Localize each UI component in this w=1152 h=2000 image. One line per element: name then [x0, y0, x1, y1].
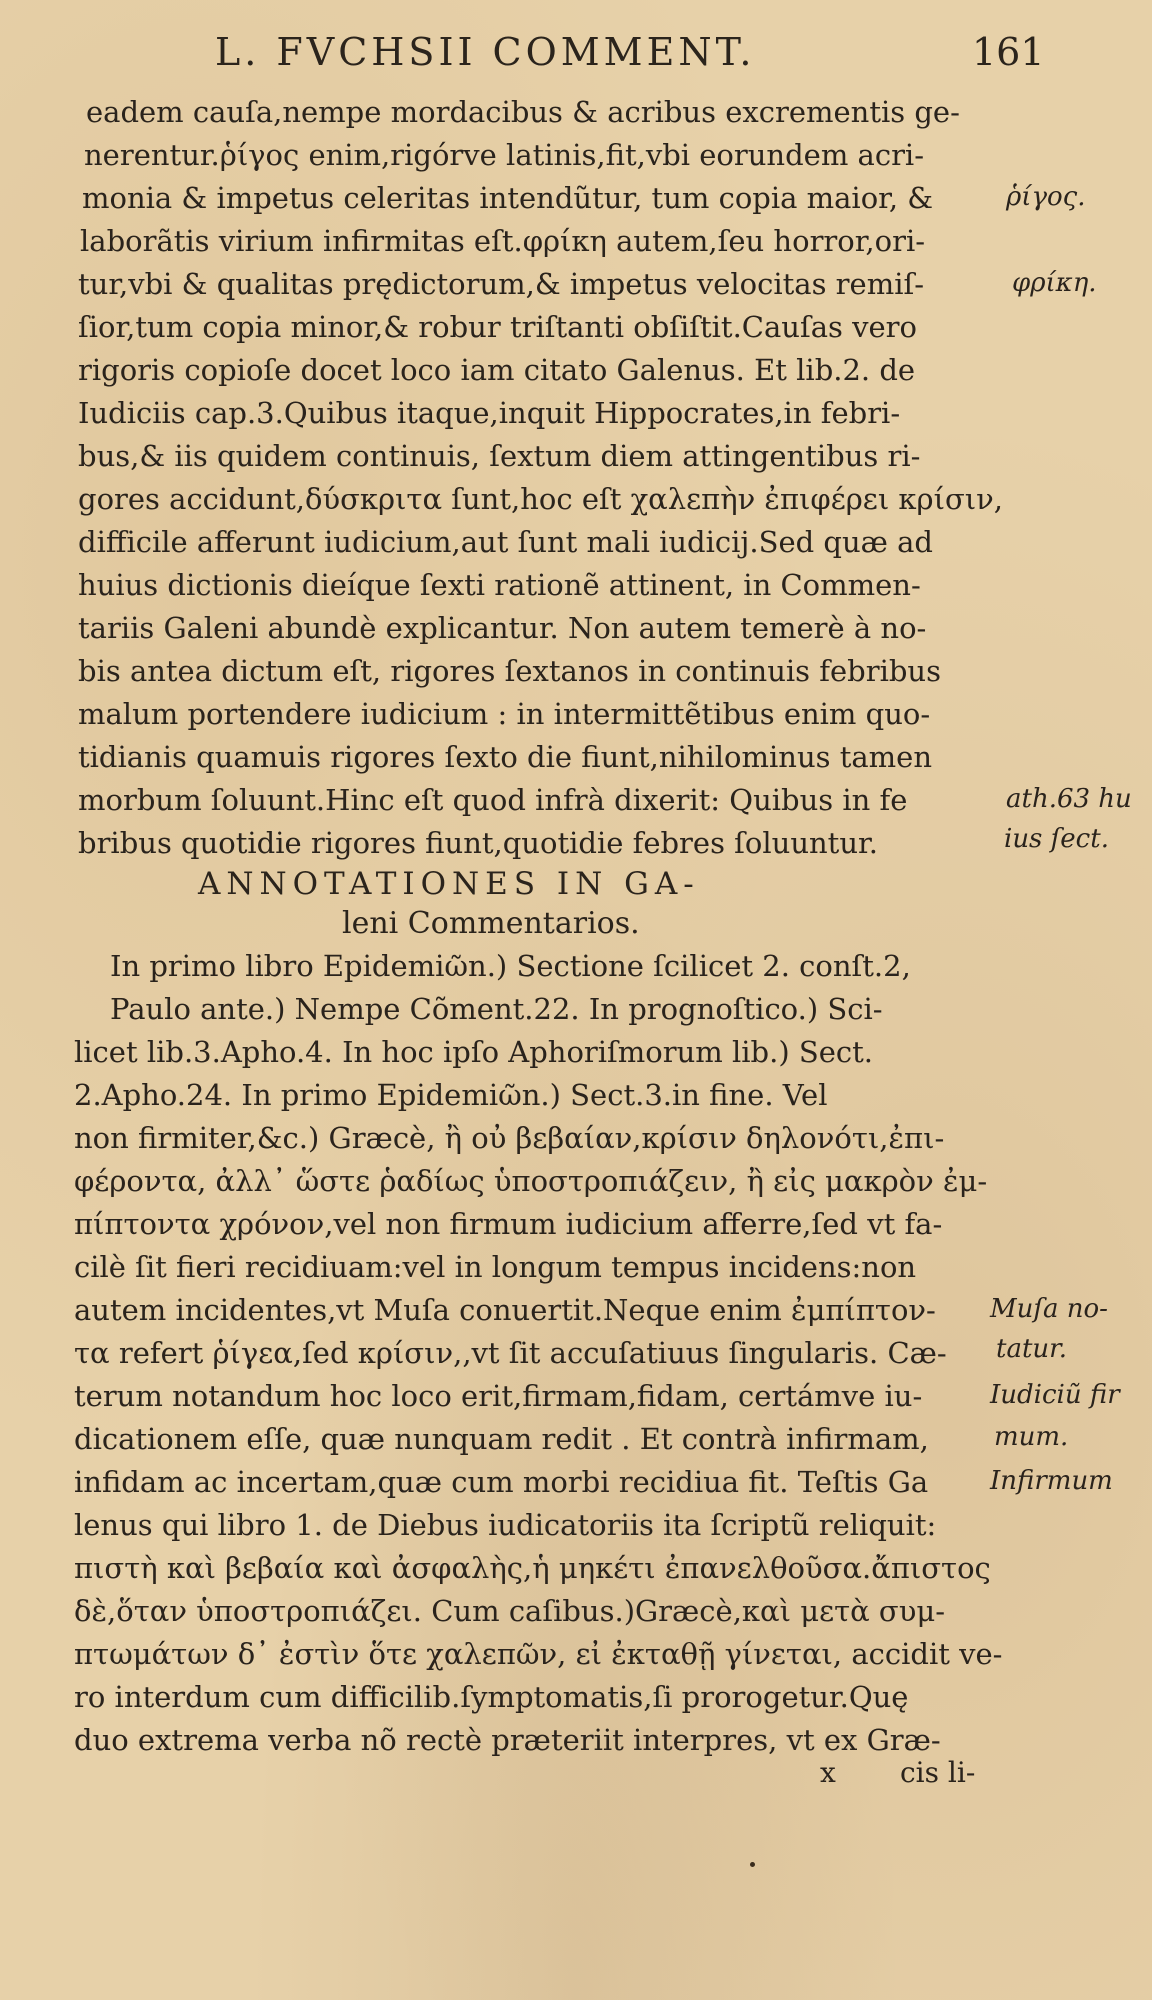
annotation-line: Paulo ante.) Nempe Cõment.22. In prognoſtico.) Sci- [110, 992, 883, 1026]
margin-note-reference: ath.63 hu [1006, 784, 1132, 814]
margin-note-frike: φρίκη. [1012, 268, 1097, 298]
margin-note-judicium: mum. [994, 1422, 1069, 1452]
margin-note-judicium: Iudiciũ fir [990, 1380, 1120, 1410]
annotation-line: δὲ,ὅταν ὑποστροπιάζει. Cum caſibus.)Græcè,καὶ μετὰ συμ- [74, 1594, 946, 1628]
annotation-line: infidam ac incertam,quæ cum morbi recidiua fit. Teſtis Ga [74, 1465, 929, 1499]
annotation-line: lenus qui libro 1. de Diebus iudicatoriis ita ſcriptũ reliquit: [74, 1508, 937, 1542]
body-line: tariis Galeni abundè explicantur. Non autem temerè à no- [78, 611, 927, 645]
signature-mark: x [820, 1756, 836, 1789]
running-head: L. FVCHSII COMMENT. [215, 30, 756, 74]
body-line: gores accidunt,δύσκριτα ſunt,hoc eſt χαλεπὴν ἐπιφέρει κρίσιν, [78, 482, 1003, 516]
annotations-heading: ANNOTATIONES IN GA- [198, 866, 700, 902]
annotations-subheading: leni Commentarios. [342, 906, 640, 941]
annotation-line: πτωμάτων δ᾽ ἐστὶν ὅτε χαλεπῶν, εἰ ἐκταθῇ γίνεται, accidit ve- [74, 1637, 1003, 1671]
body-line: bus,& iis quidem continuis, ſextum diem attingentibus ri- [78, 439, 921, 473]
ink-speck [750, 1862, 755, 1867]
body-line: tur,vbi & qualitas prędictorum,& impetus velocitas remiſ- [78, 267, 924, 301]
annotation-line: In primo libro Epidemiῶn.) Sectione ſcilicet 2. conſt.2, [110, 949, 911, 983]
annotation-line: autem incidentes,vt Muſa conuertit.Neque enim ἐμπίπτον- [74, 1293, 936, 1327]
annotation-line: duo extrema verba nõ rectè præteriit interpres, vt ex Græ- [74, 1723, 941, 1757]
body-line: laborãtis virium infirmitas eſt.φρίκη autem,ſeu horror,ori- [80, 224, 926, 258]
annotation-line: terum notandum hoc loco erit,firmam,fidam, certámve iu- [74, 1379, 923, 1413]
margin-note-reference: ius ſect. [1004, 824, 1109, 854]
annotation-line: cilè ſit fieri recidiuam:vel in longum tempus incidens:non [74, 1250, 917, 1284]
annotation-line: ro interdum cum difficilib.ſymptomatis,ſi prorogetur.Quę [74, 1680, 909, 1714]
margin-note-infirmum: Infirmum [990, 1466, 1113, 1496]
body-line: nerentur.ῥίγος enim,rigórve latinis,fit,vbi eorundem acri- [84, 138, 925, 172]
margin-note-rigos: ῥίγος. [1006, 182, 1086, 212]
margin-note-musa: tatur. [996, 1334, 1067, 1364]
body-line: monia & impetus celeritas intendũtur, tum copia maior, & [82, 181, 934, 215]
body-line: bis antea dictum eſt, rigores ſextanos in continuis febribus [78, 654, 941, 688]
annotation-line: τα refert ῥίγεα,ſed κρίσιν,,vt ſit accuſatiuus ſingularis. Cæ- [74, 1336, 947, 1370]
annotation-line: dicationem eſſe, quæ nunquam redit . Et contrà infirmam, [74, 1422, 929, 1456]
annotation-line: φέροντα, ἀλλ᾽ ὥστε ῥαδίως ὑποστροπιάζειν, ἢ εἰς μακρὸν ἐμ- [74, 1164, 988, 1198]
body-line: morbum ſoluunt.Hinc eſt quod infrà dixerit: Quibus in fe [78, 783, 908, 817]
margin-note-musa: Muſa no- [990, 1294, 1108, 1324]
body-line: bribus quotidie rigores fiunt,quotidie febres ſoluuntur. [78, 826, 878, 860]
page-number: 161 [972, 30, 1045, 74]
body-line: difficile afferunt iudicium,aut ſunt mali iudicij.Sed quæ ad [78, 525, 933, 559]
annotation-line: πιστὴ καὶ βεβαία καὶ ἀσφαλὴς,ἡ μηκέτι ἐπανελθοῦσα.ἄπιστος [74, 1551, 991, 1585]
annotation-line: non firmiter,&c.) Græcè, ἢ οὐ βεβαίαν,κρίσιν δηλονότι,ἐπι- [74, 1121, 945, 1155]
body-line: huius dictionis dieíque ſexti rationẽ attinent, in Commen- [78, 568, 921, 602]
body-line: Iudiciis cap.3.Quibus itaque,inquit Hippocrates,in febri- [78, 396, 901, 430]
annotation-line: πίπτοντα χρόνον,vel non firmum iudicium afferre,ſed vt fa- [74, 1207, 943, 1241]
catchword: cis li- [900, 1756, 976, 1789]
body-line: rigoris copioſe docet loco iam citato Galenus. Et lib.2. de [78, 353, 916, 387]
body-line: ſior,tum copia minor,& robur triſtanti obſiſtit.Cauſas vero [78, 310, 917, 344]
body-line: eadem cauſa,nempe mordacibus & acribus excrementis ge- [86, 95, 960, 129]
annotation-line: 2.Apho.24. In primo Epidemiῶn.) Sect.3.in fine. Vel [74, 1078, 828, 1112]
body-line: tidianis quamuis rigores ſexto die fiunt,nihilominus tamen [78, 740, 932, 774]
annotation-line: licet lib.3.Apho.4. In hoc ipſo Aphoriſmorum lib.) Sect. [74, 1035, 874, 1069]
body-line: malum portendere iudicium : in intermittẽtibus enim quo- [78, 697, 931, 731]
